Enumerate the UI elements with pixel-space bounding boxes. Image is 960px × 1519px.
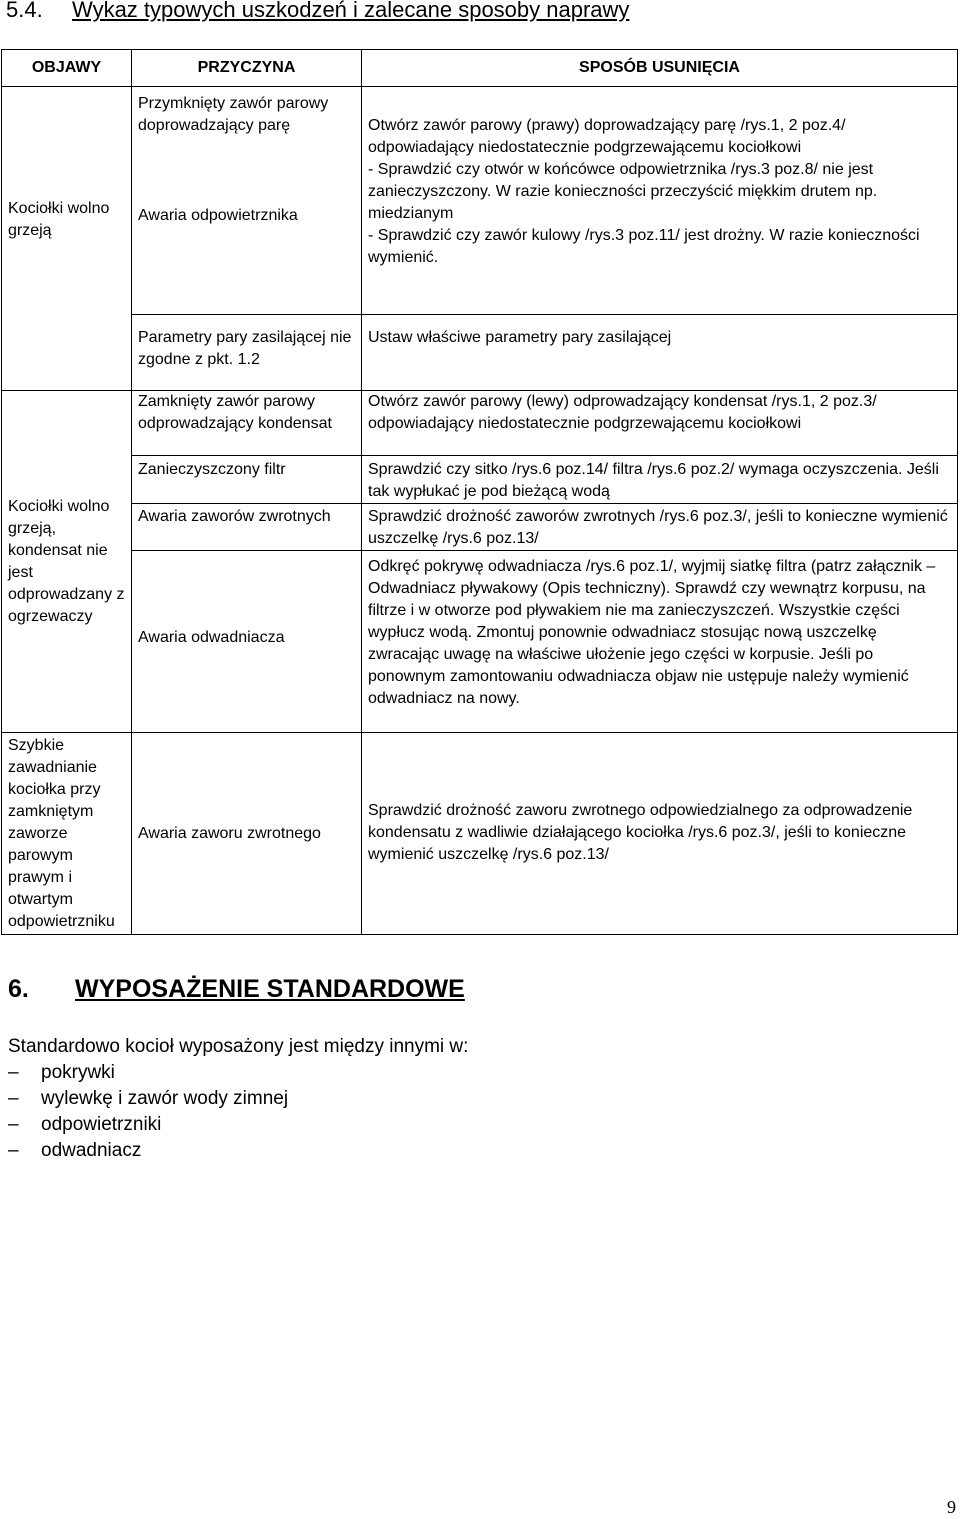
dash-bullet: – bbox=[8, 1114, 19, 1135]
cause-text: Awaria odwadniacza bbox=[138, 628, 285, 646]
remedy-text: Sprawdzić czy sitko /rys.6 poz.14/ filtra /rys.6 poz.2/ wymaga oczyszczenia. Jeśli tak wypłukać je pod bieżącą wodą bbox=[368, 461, 939, 500]
dash-bullet: – bbox=[8, 1088, 19, 1109]
cause-cell bbox=[132, 456, 362, 504]
remedy-cell bbox=[362, 504, 958, 551]
header-remedy: SPOSÓB USUNIĘCIA bbox=[362, 50, 958, 87]
dash-bullet: – bbox=[8, 1062, 19, 1083]
cause-text: Zanieczyszczony filtr bbox=[138, 461, 286, 478]
table-row bbox=[2, 456, 958, 504]
cause-text: Awaria zaworów zwrotnych bbox=[138, 508, 331, 525]
cause-cell bbox=[132, 87, 362, 315]
symptom-cell bbox=[2, 733, 132, 935]
section2-number: 6. bbox=[8, 975, 29, 1003]
list-item-text: odpowietrzniki bbox=[41, 1114, 162, 1135]
list-item-text: pokrywki bbox=[41, 1062, 115, 1083]
remedy-cell bbox=[362, 551, 958, 733]
symptom-text: Kociołki wolno grzeją, kondensat nie jest odprowadzany z ogrzewaczy bbox=[8, 497, 125, 625]
cause-text: Przymknięty zawór parowy doprowadzający parę bbox=[138, 95, 329, 134]
dash-bullet: – bbox=[8, 1140, 19, 1161]
remedy-text: Otwórz zawór parowy (prawy) doprowadzający parę /rys.1, 2 poz.4/ odpowiadający niedostatecznie podgrzewającemu kociołkowi - Sprawdzić czy otwór w końcówce odpowietrznika /rys.3 poz.8/ nie jest zanieczyszczony. W razie konieczności przeczyścić miękkim drutem np. miedzianym - Sprawdzić czy zawór kulowy /rys.3 poz.11/ jest drożny. W razie konieczności wymienić. bbox=[368, 117, 920, 266]
header-symptoms: OBJAWY bbox=[2, 50, 132, 87]
section2-title bbox=[8, 975, 465, 1004]
symptom-text: Szybkie zawadnianie kociołka przy zamkniętym zaworze parowym prawym i otwartym odpowietrzniku bbox=[8, 736, 115, 930]
remedy-cell bbox=[362, 733, 958, 935]
table-header-row bbox=[2, 50, 958, 87]
section-title bbox=[6, 0, 629, 23]
section-number: 5.4. bbox=[6, 0, 43, 22]
remedy-text: Ustaw właściwe parametry pary zasilającej bbox=[368, 329, 672, 346]
page-number: 9 bbox=[947, 1497, 956, 1517]
header-cause: PRZYCZYNA bbox=[132, 50, 362, 87]
cause-cell bbox=[132, 504, 362, 551]
list-item bbox=[8, 1086, 288, 1112]
cause-text: Zamknięty zawór parowy odprowadzający kondensat bbox=[138, 393, 332, 432]
list-item bbox=[8, 1112, 288, 1138]
section2-title-text: WYPOSAŻENIE STANDARDOWE bbox=[75, 975, 465, 1003]
list-item bbox=[8, 1138, 288, 1164]
symptom-cell bbox=[2, 87, 132, 391]
remedy-text: Sprawdzić drożność zaworów zwrotnych /rys.6 poz.3/, jeśli to konieczne wymienić uszczelkę /rys.6 poz.13/ bbox=[368, 508, 948, 547]
symptom-cell bbox=[2, 391, 132, 733]
cause-cell bbox=[132, 315, 362, 391]
cause-text: Parametry pary zasilającej nie zgodne z pkt. 1.2 bbox=[138, 329, 352, 368]
list-item-text: odwadniacz bbox=[41, 1140, 142, 1161]
equipment-list bbox=[8, 1060, 288, 1164]
table-row bbox=[2, 551, 958, 733]
remedy-text: Sprawdzić drożność zaworu zwrotnego odpowiedzialnego za odprowadzenie kondensatu z wadliwie działającego kociołka /rys.6 poz.3/, jeśli to konieczne wymienić uszczelkę /rys.6 poz.13/ bbox=[368, 801, 913, 863]
cause-text: Awaria odpowietrznika bbox=[138, 207, 298, 224]
remedy-cell bbox=[362, 456, 958, 504]
table-row bbox=[2, 87, 958, 315]
remedy-cell bbox=[362, 315, 958, 391]
list-item bbox=[8, 1060, 288, 1086]
table-row bbox=[2, 315, 958, 391]
cause-cell bbox=[132, 551, 362, 733]
section-title-text: Wykaz typowych uszkodzeń i zalecane sposoby naprawy bbox=[72, 0, 630, 22]
table-row bbox=[2, 733, 958, 935]
remedy-cell bbox=[362, 87, 958, 315]
list-item-text: wylewkę i zawór wody zimnej bbox=[41, 1088, 289, 1109]
fault-table bbox=[1, 49, 958, 935]
table-row bbox=[2, 504, 958, 551]
equipment-intro: Standardowo kocioł wyposażony jest między innymi w: bbox=[8, 1036, 469, 1057]
remedy-text: Odkręć pokrywę odwadniacza /rys.6 poz.1/, wyjmij siatkę filtra (patrz załącznik – Odwadniacz pływakowy (Opis techniczny). Sprawdź czy wewnątrz korpusu, na filtrze i w otworze pod pływakiem nie ma zanieczyszczeń. Wszystkie części wypłucz wodą. Zmontuj ponownie odwadniacz stosując nową uszczelkę zwracając uwagę na właściwe ułożenie jego części w korpusie. Jeśli po ponownym zamontowaniu odwadniacza objaw nie ustępuje należy wymienić odwadniacz na nowy. bbox=[368, 558, 936, 707]
cause-text: Awaria zaworu zwrotnego bbox=[138, 824, 321, 842]
cause-cell bbox=[132, 733, 362, 935]
remedy-text: Otwórz zawór parowy (lewy) odprowadzający kondensat /rys.1, 2 poz.3/ odpowiadający niedostatecznie podgrzewającemu kociołkowi bbox=[368, 393, 877, 432]
table-row bbox=[2, 391, 958, 456]
symptom-text: Kociołki wolno grzeją bbox=[8, 199, 110, 239]
cause-cell bbox=[132, 391, 362, 456]
remedy-cell bbox=[362, 391, 958, 456]
